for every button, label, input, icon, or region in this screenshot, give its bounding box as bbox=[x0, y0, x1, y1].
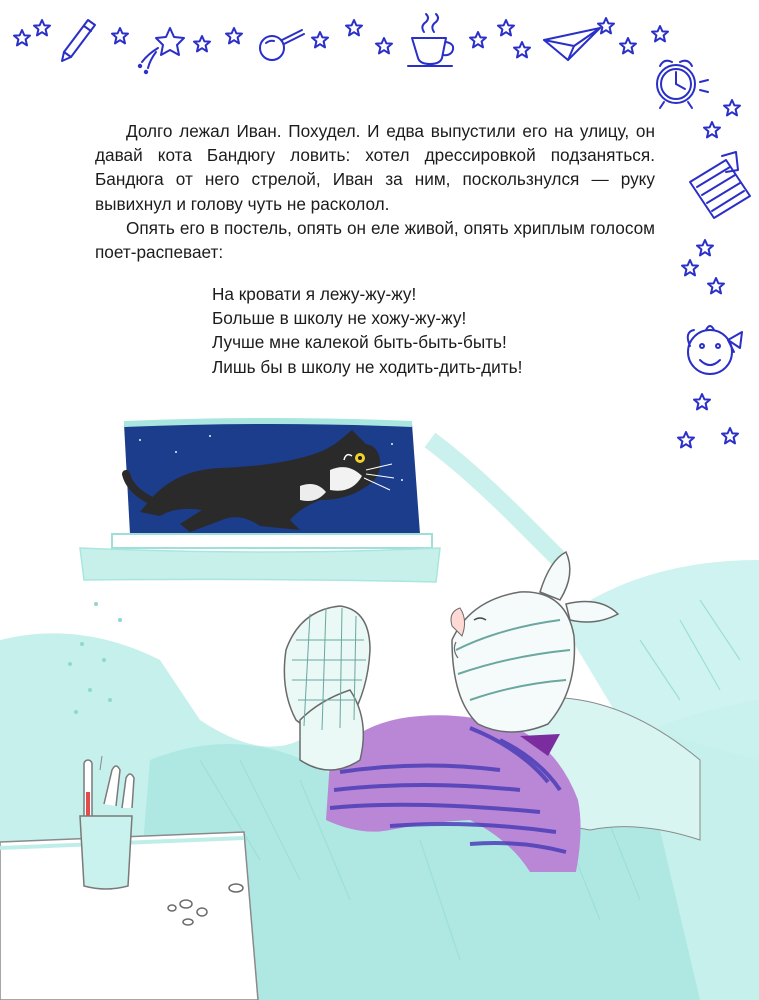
star-icon bbox=[346, 20, 362, 35]
star-icon bbox=[112, 28, 128, 43]
illustration bbox=[0, 395, 759, 1000]
star-icon bbox=[470, 32, 486, 47]
star-icon bbox=[724, 100, 740, 115]
girl-face-icon bbox=[688, 326, 742, 374]
paragraph: Опять его в постель, опять он еле живой, опять хриплым голосом поет-распевает: bbox=[95, 217, 655, 263]
star-icon bbox=[652, 26, 668, 41]
star-icon bbox=[620, 38, 636, 53]
pen-icon bbox=[62, 20, 95, 61]
star-icon bbox=[312, 32, 328, 47]
notepad-icon bbox=[690, 152, 750, 218]
poem-line: Лучше мне калекой быть-быть-быть! bbox=[212, 332, 507, 353]
star-icon bbox=[704, 122, 720, 137]
teacup-icon bbox=[408, 14, 453, 66]
star-icon bbox=[498, 20, 514, 35]
star-icon bbox=[682, 260, 698, 275]
star-icon bbox=[708, 278, 724, 293]
paper-plane-icon bbox=[544, 28, 600, 60]
window bbox=[80, 421, 440, 582]
star-icon bbox=[194, 36, 210, 51]
poem-line: Лишь бы в школу не ходить-дить-дить! bbox=[212, 356, 523, 377]
poem-line: Больше в школу не хожу-жу-жу! bbox=[212, 308, 467, 329]
star-icon bbox=[514, 42, 530, 57]
star-icon bbox=[697, 240, 713, 255]
paragraph: Долго лежал Иван. Похудел. И едва выпустили его на улицу, он давай кота Бандюгу ловить: хотел дрессировкой подзаняться. Бандюга от него стрелой, Иван за ним, поскользнулся — руку вывихнул и голову чуть не расколол. bbox=[95, 121, 655, 214]
magnifier-icon bbox=[260, 30, 304, 60]
star-icon bbox=[34, 20, 50, 35]
poem bbox=[212, 282, 632, 379]
star-icon bbox=[598, 18, 614, 33]
alarm-clock-icon bbox=[657, 61, 708, 108]
story-text bbox=[95, 119, 655, 264]
star-icon bbox=[226, 28, 242, 43]
poem-line: На кровати я лежу-жу-жу! bbox=[212, 284, 417, 304]
star-icon bbox=[14, 30, 30, 45]
star-icon bbox=[376, 38, 392, 53]
shooting-star-icon bbox=[139, 28, 184, 73]
